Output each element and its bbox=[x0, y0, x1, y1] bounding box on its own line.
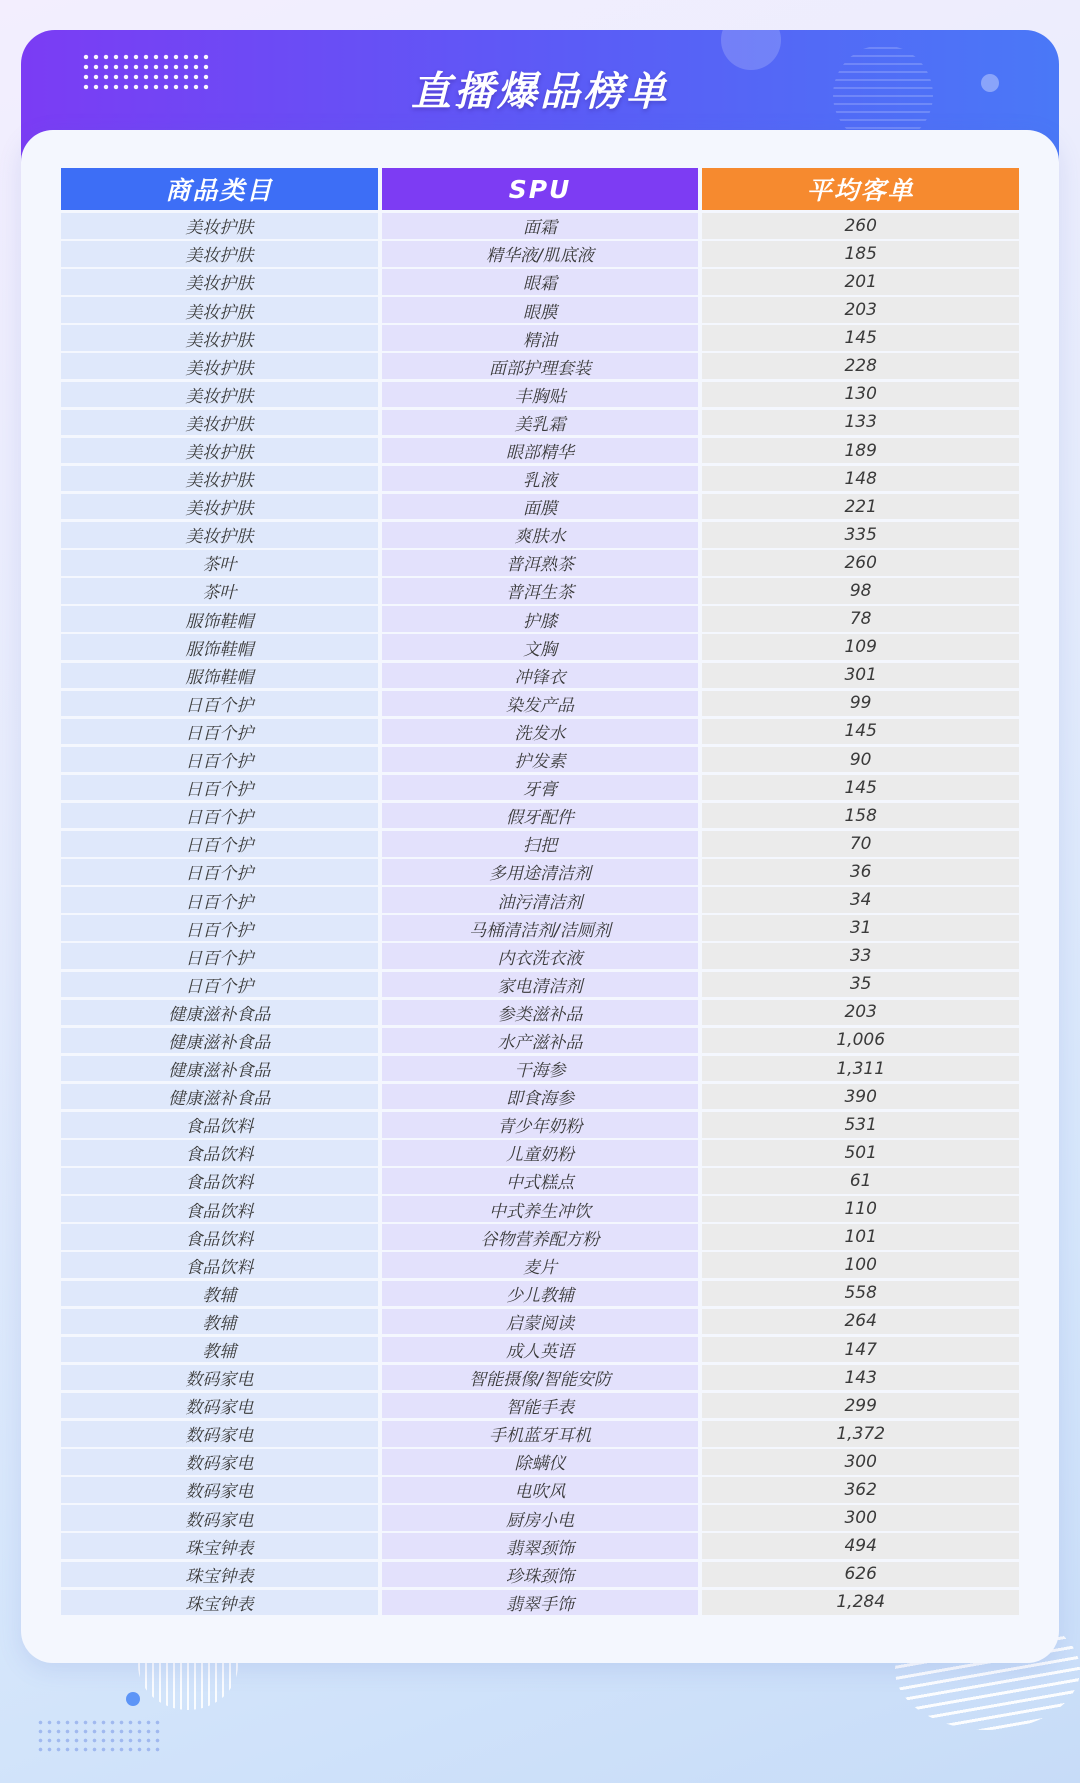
cell-category: 美妆护肤 bbox=[61, 522, 378, 548]
cell-spu: 面霜 bbox=[382, 213, 699, 239]
cell-category: 健康滋补食品 bbox=[61, 1056, 378, 1082]
cell-avg-order: 260 bbox=[702, 550, 1019, 576]
cell-category: 日百个护 bbox=[61, 915, 378, 941]
cell-avg-order: 1,284 bbox=[702, 1590, 1019, 1616]
cell-category: 美妆护肤 bbox=[61, 466, 378, 492]
cell-avg-order: 143 bbox=[702, 1365, 1019, 1391]
cell-spu: 内衣洗衣液 bbox=[382, 943, 699, 969]
cell-category: 珠宝钟表 bbox=[61, 1533, 378, 1559]
cell-spu: 护膝 bbox=[382, 606, 699, 632]
table-row bbox=[61, 859, 1019, 885]
table-row bbox=[61, 1421, 1019, 1447]
cell-category: 日百个护 bbox=[61, 887, 378, 913]
cell-avg-order: 145 bbox=[702, 719, 1019, 745]
cell-spu: 少儿教辅 bbox=[382, 1281, 699, 1307]
cell-avg-order: 99 bbox=[702, 691, 1019, 717]
table-header bbox=[61, 168, 1019, 210]
table-row bbox=[61, 1590, 1019, 1616]
cell-category: 健康滋补食品 bbox=[61, 1000, 378, 1026]
cell-spu: 眼霜 bbox=[382, 269, 699, 295]
table-row bbox=[61, 1533, 1019, 1559]
table-row bbox=[61, 1196, 1019, 1222]
cell-category: 食品饮料 bbox=[61, 1168, 378, 1194]
cell-spu: 染发产品 bbox=[382, 691, 699, 717]
cell-spu: 精华液/肌底液 bbox=[382, 241, 699, 267]
table-row bbox=[61, 241, 1019, 267]
cell-category: 食品饮料 bbox=[61, 1112, 378, 1138]
table-row bbox=[61, 1168, 1019, 1194]
column-header-spu: SPU bbox=[382, 168, 699, 210]
table-row bbox=[61, 353, 1019, 379]
cell-spu: 中式养生冲饮 bbox=[382, 1196, 699, 1222]
table-row bbox=[61, 691, 1019, 717]
cell-spu: 美乳霜 bbox=[382, 410, 699, 436]
cell-spu: 面部护理套装 bbox=[382, 353, 699, 379]
cell-spu: 家电清洁剂 bbox=[382, 972, 699, 998]
column-header-avg-order: 平均客单 bbox=[702, 168, 1019, 210]
cell-spu: 智能摄像/智能安防 bbox=[382, 1365, 699, 1391]
cell-spu: 假牙配件 bbox=[382, 803, 699, 829]
cell-avg-order: 98 bbox=[702, 578, 1019, 604]
cell-spu: 翡翠颈饰 bbox=[382, 1533, 699, 1559]
cell-spu: 青少年奶粉 bbox=[382, 1112, 699, 1138]
cell-spu: 多用途清洁剂 bbox=[382, 859, 699, 885]
table-card bbox=[21, 130, 1059, 1663]
cell-spu: 牙膏 bbox=[382, 775, 699, 801]
cell-category: 服饰鞋帽 bbox=[61, 634, 378, 660]
table-row bbox=[61, 1309, 1019, 1335]
cell-spu: 精油 bbox=[382, 325, 699, 351]
cell-spu: 珍珠颈饰 bbox=[382, 1562, 699, 1588]
ranking-table bbox=[61, 168, 1019, 1618]
table-row bbox=[61, 803, 1019, 829]
cell-avg-order: 109 bbox=[702, 634, 1019, 660]
cell-avg-order: 228 bbox=[702, 353, 1019, 379]
cell-category: 美妆护肤 bbox=[61, 213, 378, 239]
cell-avg-order: 300 bbox=[702, 1449, 1019, 1475]
cell-spu: 手机蓝牙耳机 bbox=[382, 1421, 699, 1447]
table-row bbox=[61, 550, 1019, 576]
table-row bbox=[61, 1028, 1019, 1054]
cell-avg-order: 61 bbox=[702, 1168, 1019, 1194]
cell-avg-order: 264 bbox=[702, 1309, 1019, 1335]
cell-category: 珠宝钟表 bbox=[61, 1590, 378, 1616]
table-row bbox=[61, 522, 1019, 548]
cell-category: 教辅 bbox=[61, 1281, 378, 1307]
cell-spu: 翡翠手饰 bbox=[382, 1590, 699, 1616]
cell-category: 食品饮料 bbox=[61, 1196, 378, 1222]
cell-avg-order: 335 bbox=[702, 522, 1019, 548]
page-title: 直播爆品榜单 bbox=[411, 69, 669, 115]
table-row bbox=[61, 1477, 1019, 1503]
table-row bbox=[61, 1252, 1019, 1278]
cell-category: 数码家电 bbox=[61, 1505, 378, 1531]
cell-avg-order: 1,372 bbox=[702, 1421, 1019, 1447]
cell-category: 日百个护 bbox=[61, 691, 378, 717]
cell-avg-order: 626 bbox=[702, 1562, 1019, 1588]
cell-spu: 参类滋补品 bbox=[382, 1000, 699, 1026]
cell-avg-order: 147 bbox=[702, 1337, 1019, 1363]
cell-spu: 中式糕点 bbox=[382, 1168, 699, 1194]
cell-category: 日百个护 bbox=[61, 859, 378, 885]
cell-spu: 护发素 bbox=[382, 747, 699, 773]
cell-spu: 干海参 bbox=[382, 1056, 699, 1082]
cell-avg-order: 36 bbox=[702, 859, 1019, 885]
table-row bbox=[61, 1337, 1019, 1363]
cell-avg-order: 130 bbox=[702, 382, 1019, 408]
table-row bbox=[61, 634, 1019, 660]
table-row bbox=[61, 213, 1019, 239]
cell-spu: 成人英语 bbox=[382, 1337, 699, 1363]
cell-spu: 丰胸贴 bbox=[382, 382, 699, 408]
cell-avg-order: 101 bbox=[702, 1224, 1019, 1250]
cell-category: 数码家电 bbox=[61, 1449, 378, 1475]
blue-dot-decoration bbox=[126, 1692, 140, 1706]
table-row bbox=[61, 775, 1019, 801]
table-row bbox=[61, 1000, 1019, 1026]
cell-category: 服饰鞋帽 bbox=[61, 606, 378, 632]
cell-category: 数码家电 bbox=[61, 1421, 378, 1447]
table-row bbox=[61, 382, 1019, 408]
cell-spu: 普洱生茶 bbox=[382, 578, 699, 604]
table-row bbox=[61, 972, 1019, 998]
cell-avg-order: 70 bbox=[702, 831, 1019, 857]
table-row bbox=[61, 887, 1019, 913]
table-row bbox=[61, 1224, 1019, 1250]
table-row bbox=[61, 606, 1019, 632]
cell-spu: 眼膜 bbox=[382, 297, 699, 323]
cell-category: 美妆护肤 bbox=[61, 241, 378, 267]
cell-avg-order: 90 bbox=[702, 747, 1019, 773]
cell-category: 美妆护肤 bbox=[61, 410, 378, 436]
cell-avg-order: 203 bbox=[702, 1000, 1019, 1026]
cell-category: 茶叶 bbox=[61, 578, 378, 604]
cell-category: 日百个护 bbox=[61, 972, 378, 998]
table-row bbox=[61, 1112, 1019, 1138]
cell-spu: 电吹风 bbox=[382, 1477, 699, 1503]
cell-avg-order: 34 bbox=[702, 887, 1019, 913]
cell-category: 美妆护肤 bbox=[61, 494, 378, 520]
cell-spu: 眼部精华 bbox=[382, 438, 699, 464]
cell-spu: 乳液 bbox=[382, 466, 699, 492]
cell-spu: 普洱熟茶 bbox=[382, 550, 699, 576]
table-row bbox=[61, 1140, 1019, 1166]
table-row bbox=[61, 915, 1019, 941]
cell-avg-order: 145 bbox=[702, 325, 1019, 351]
table-row bbox=[61, 269, 1019, 295]
cell-category: 茶叶 bbox=[61, 550, 378, 576]
cell-category: 服饰鞋帽 bbox=[61, 663, 378, 689]
cell-spu: 麦片 bbox=[382, 1252, 699, 1278]
table-row bbox=[61, 578, 1019, 604]
table-body bbox=[61, 213, 1019, 1615]
cell-category: 美妆护肤 bbox=[61, 382, 378, 408]
cell-spu: 冲锋衣 bbox=[382, 663, 699, 689]
cell-avg-order: 100 bbox=[702, 1252, 1019, 1278]
cell-spu: 马桶清洁剂/洁厕剂 bbox=[382, 915, 699, 941]
cell-spu: 智能手表 bbox=[382, 1393, 699, 1419]
cell-category: 食品饮料 bbox=[61, 1140, 378, 1166]
cell-category: 日百个护 bbox=[61, 943, 378, 969]
cell-avg-order: 145 bbox=[702, 775, 1019, 801]
cell-category: 美妆护肤 bbox=[61, 297, 378, 323]
cell-category: 食品饮料 bbox=[61, 1252, 378, 1278]
cell-category: 数码家电 bbox=[61, 1477, 378, 1503]
table-row bbox=[61, 747, 1019, 773]
dot-grid-decoration bbox=[36, 1718, 160, 1752]
column-header-category: 商品类目 bbox=[61, 168, 378, 210]
cell-spu: 爽肤水 bbox=[382, 522, 699, 548]
cell-category: 日百个护 bbox=[61, 747, 378, 773]
table-row bbox=[61, 943, 1019, 969]
cell-avg-order: 301 bbox=[702, 663, 1019, 689]
cell-avg-order: 362 bbox=[702, 1477, 1019, 1503]
cell-category: 美妆护肤 bbox=[61, 269, 378, 295]
table-row bbox=[61, 1562, 1019, 1588]
cell-spu: 儿童奶粉 bbox=[382, 1140, 699, 1166]
cell-avg-order: 531 bbox=[702, 1112, 1019, 1138]
cell-avg-order: 31 bbox=[702, 915, 1019, 941]
cell-category: 珠宝钟表 bbox=[61, 1562, 378, 1588]
table-row bbox=[61, 438, 1019, 464]
table-row bbox=[61, 494, 1019, 520]
cell-avg-order: 35 bbox=[702, 972, 1019, 998]
cell-spu: 油污清洁剂 bbox=[382, 887, 699, 913]
table-row bbox=[61, 297, 1019, 323]
cell-avg-order: 133 bbox=[702, 410, 1019, 436]
cell-avg-order: 300 bbox=[702, 1505, 1019, 1531]
cell-avg-order: 494 bbox=[702, 1533, 1019, 1559]
cell-avg-order: 390 bbox=[702, 1084, 1019, 1110]
cell-avg-order: 221 bbox=[702, 494, 1019, 520]
cell-avg-order: 78 bbox=[702, 606, 1019, 632]
cell-category: 美妆护肤 bbox=[61, 353, 378, 379]
table-row bbox=[61, 1393, 1019, 1419]
table-row bbox=[61, 1505, 1019, 1531]
cell-category: 美妆护肤 bbox=[61, 438, 378, 464]
table-row bbox=[61, 663, 1019, 689]
cell-avg-order: 299 bbox=[702, 1393, 1019, 1419]
cell-spu: 厨房小电 bbox=[382, 1505, 699, 1531]
cell-avg-order: 148 bbox=[702, 466, 1019, 492]
table-row bbox=[61, 719, 1019, 745]
cell-spu: 谷物营养配方粉 bbox=[382, 1224, 699, 1250]
table-row bbox=[61, 410, 1019, 436]
cell-category: 日百个护 bbox=[61, 803, 378, 829]
cell-spu: 扫把 bbox=[382, 831, 699, 857]
cell-spu: 面膜 bbox=[382, 494, 699, 520]
cell-avg-order: 158 bbox=[702, 803, 1019, 829]
cell-avg-order: 558 bbox=[702, 1281, 1019, 1307]
cell-category: 食品饮料 bbox=[61, 1224, 378, 1250]
table-row bbox=[61, 1084, 1019, 1110]
table-row bbox=[61, 831, 1019, 857]
cell-avg-order: 33 bbox=[702, 943, 1019, 969]
cell-avg-order: 501 bbox=[702, 1140, 1019, 1166]
cell-spu: 洗发水 bbox=[382, 719, 699, 745]
cell-spu: 水产滋补品 bbox=[382, 1028, 699, 1054]
cell-category: 数码家电 bbox=[61, 1365, 378, 1391]
cell-avg-order: 203 bbox=[702, 297, 1019, 323]
cell-spu: 文胸 bbox=[382, 634, 699, 660]
cell-avg-order: 110 bbox=[702, 1196, 1019, 1222]
table-row bbox=[61, 325, 1019, 351]
table-row bbox=[61, 1365, 1019, 1391]
cell-category: 数码家电 bbox=[61, 1393, 378, 1419]
cell-category: 健康滋补食品 bbox=[61, 1028, 378, 1054]
table-row bbox=[61, 1056, 1019, 1082]
table-row bbox=[61, 1281, 1019, 1307]
cell-category: 日百个护 bbox=[61, 719, 378, 745]
cell-avg-order: 189 bbox=[702, 438, 1019, 464]
cell-spu: 除螨仪 bbox=[382, 1449, 699, 1475]
cell-avg-order: 201 bbox=[702, 269, 1019, 295]
cell-spu: 即食海参 bbox=[382, 1084, 699, 1110]
cell-category: 美妆护肤 bbox=[61, 325, 378, 351]
cell-category: 日百个护 bbox=[61, 831, 378, 857]
cell-avg-order: 260 bbox=[702, 213, 1019, 239]
cell-category: 日百个护 bbox=[61, 775, 378, 801]
cell-avg-order: 1,006 bbox=[702, 1028, 1019, 1054]
cell-avg-order: 1,311 bbox=[702, 1056, 1019, 1082]
cell-category: 教辅 bbox=[61, 1309, 378, 1335]
cell-spu: 启蒙阅读 bbox=[382, 1309, 699, 1335]
cell-category: 教辅 bbox=[61, 1337, 378, 1363]
cell-category: 健康滋补食品 bbox=[61, 1084, 378, 1110]
table-row bbox=[61, 1449, 1019, 1475]
table-row bbox=[61, 466, 1019, 492]
cell-avg-order: 185 bbox=[702, 241, 1019, 267]
